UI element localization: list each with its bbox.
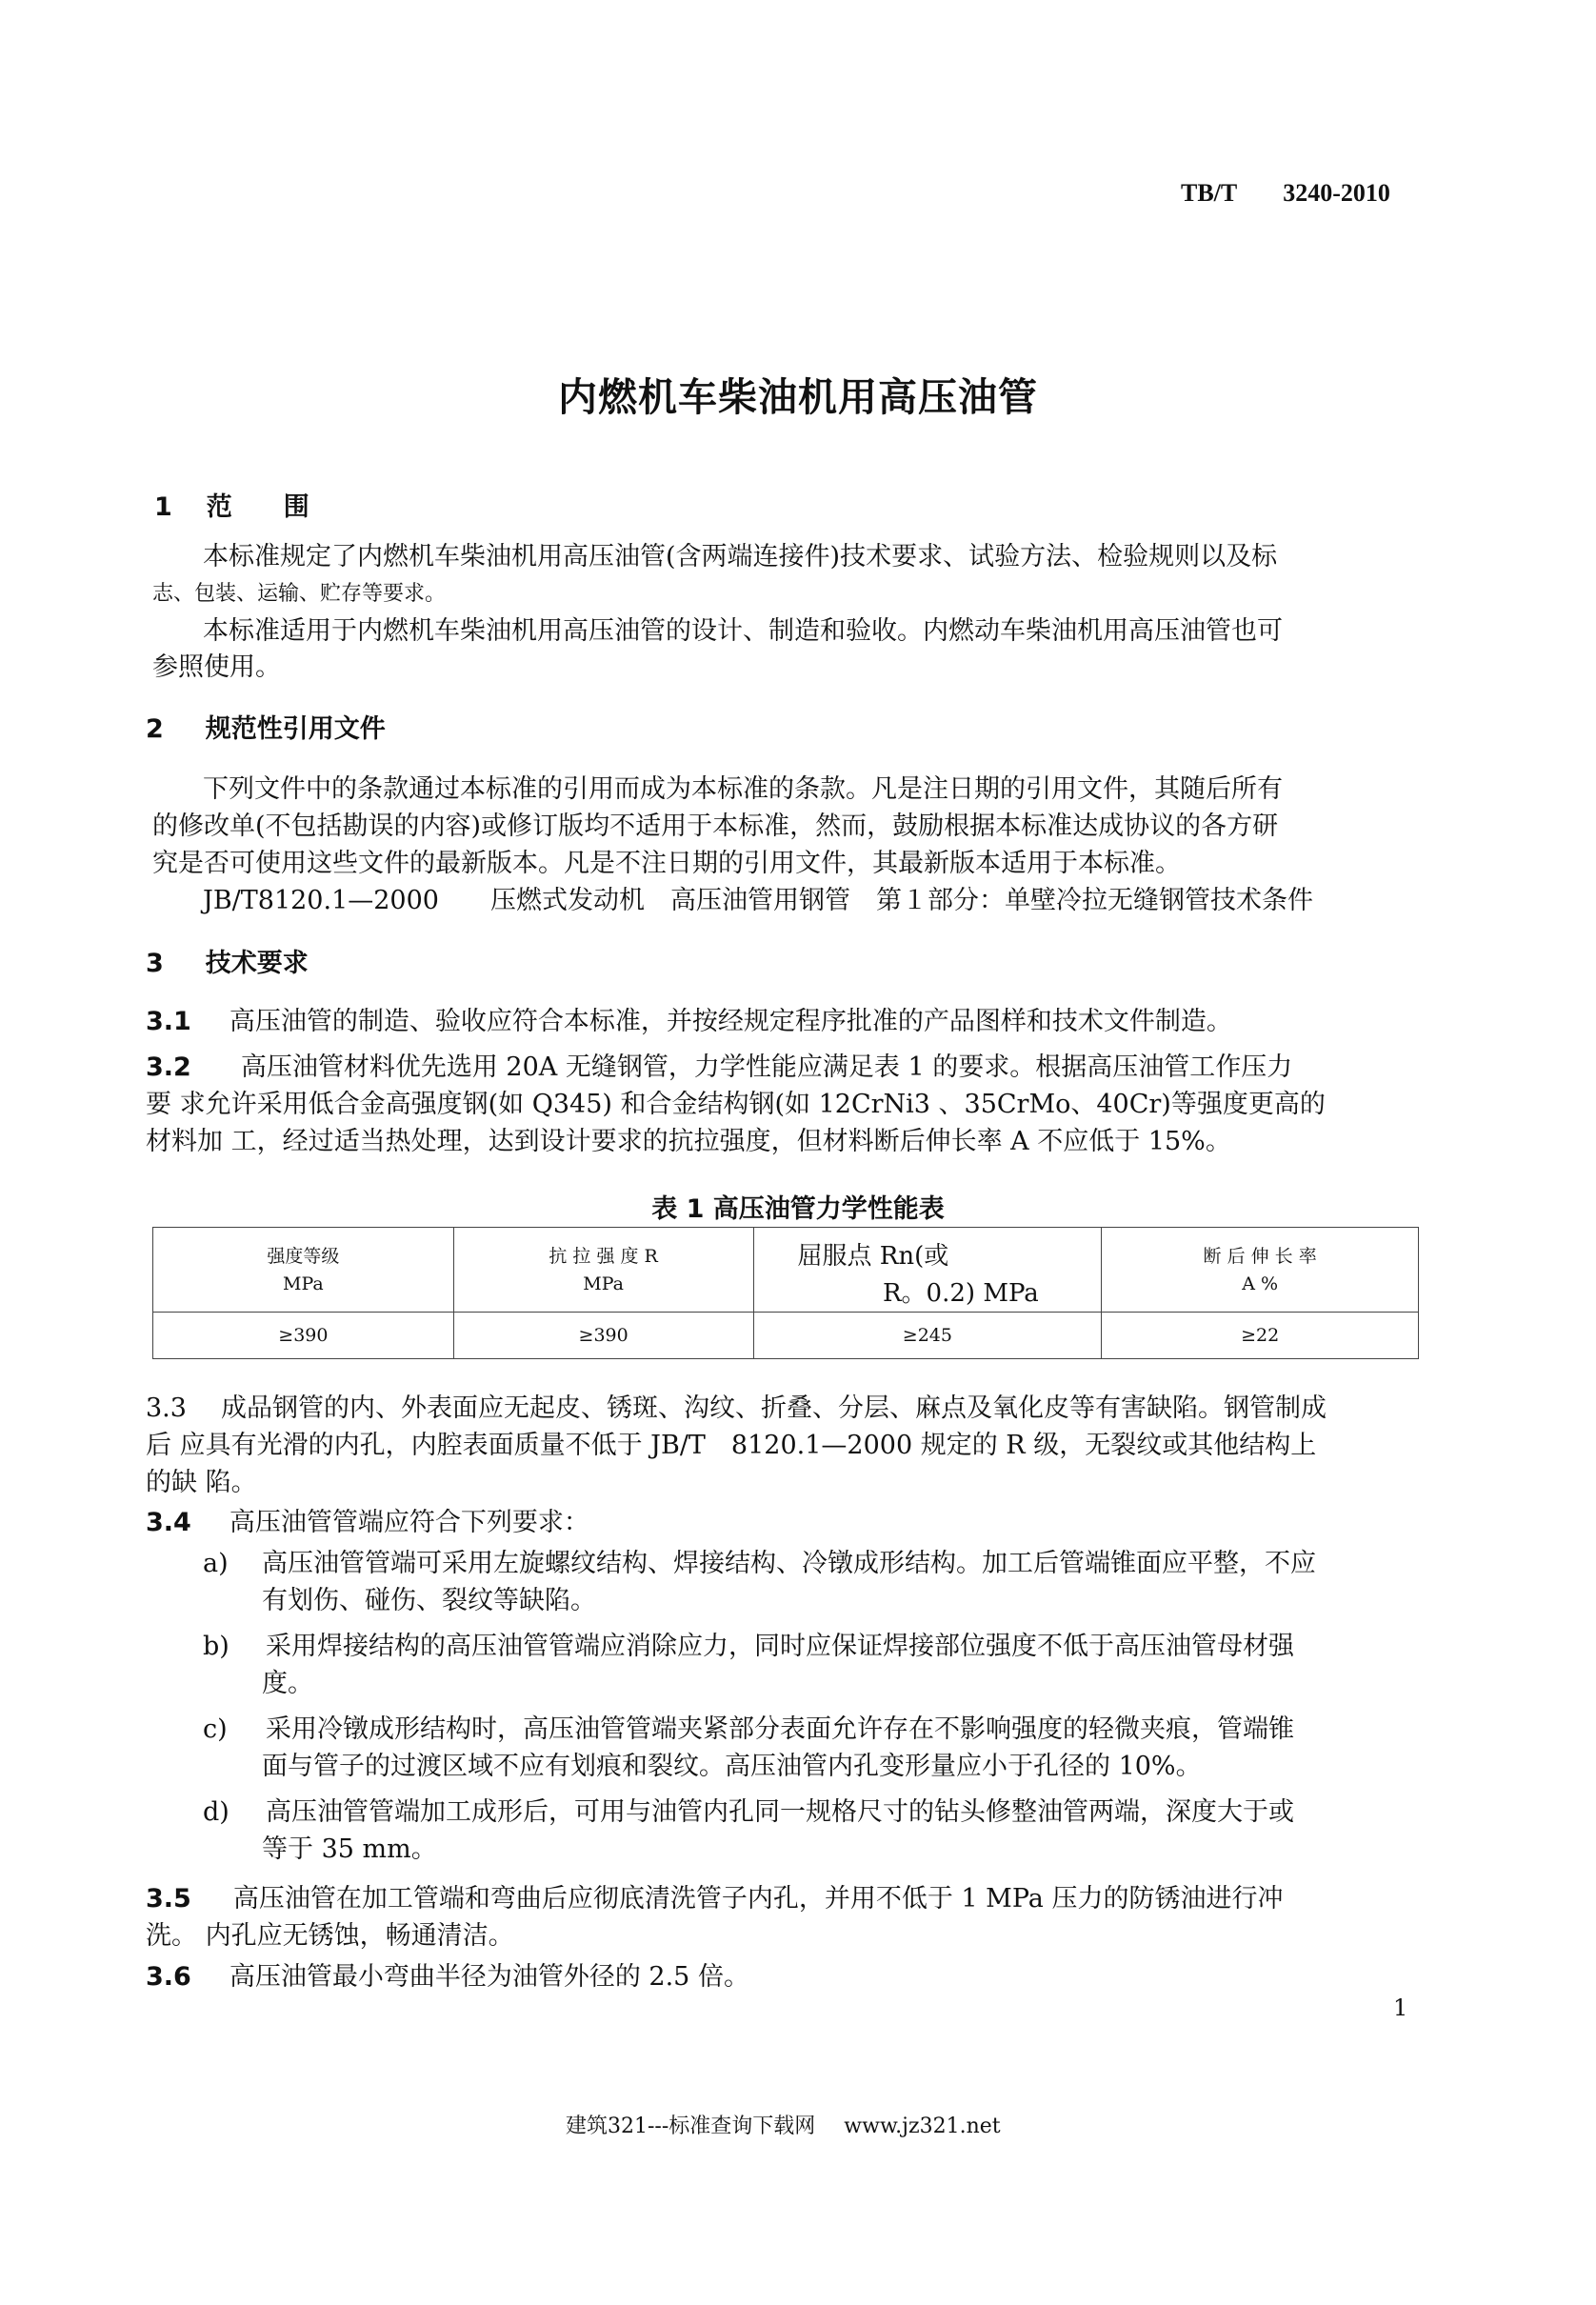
section-3-number: 3	[146, 949, 164, 978]
clause-3-2-line-2: 要 求允许采用低合金高强度钢(如 Q345) 和合金结构钢(如 12CrNi3 、35CrMo、40Cr)等强度更高的	[146, 1090, 1326, 1119]
cell-yield-point: ≥245	[753, 1313, 1102, 1359]
list-item-c-label: c)	[203, 1714, 228, 1744]
s1-paragraph-2-line-1: 本标准适用于内燃机车柴油机用高压油管的设计、制造和验收。内燃动车柴油机用高压油管也可	[203, 616, 1283, 646]
s1-paragraph-1-line-1: 本标准规定了内燃机车柴油机用高压油管(含两端连接件)技术要求、试验方法、检验规则以及标	[203, 542, 1278, 571]
list-item-a-line-2: 有划伤、碰伤、裂纹等缺陷。	[262, 1586, 596, 1615]
table-row	[153, 1313, 1419, 1359]
clause-3-2-line-3: 材料加 工，经过适当热处理，达到设计要求的抗拉强度，但材料断后伸长率 A 不应低于 15%。	[146, 1127, 1231, 1156]
clause-3-1	[146, 1005, 1232, 1038]
clause-3-5-line-1	[146, 1882, 1283, 1915]
list-item-a-label: a)	[203, 1549, 229, 1578]
clause-3-3-line-3: 的缺 陷。	[146, 1468, 257, 1497]
document-title: 内燃机车柴油机用高压油管	[558, 374, 1038, 420]
header-strength-grade	[153, 1228, 454, 1313]
list-item-c-line-1: 采用冷镦成形结构时，高压油管管端夹紧部分表面允许存在不影响强度的轻微夹痕，管端锥	[266, 1714, 1294, 1744]
header-elongation-label: 断 后 伸 长 率	[1203, 1246, 1317, 1267]
s1-paragraph-2-line-2: 参照使用。	[152, 652, 281, 682]
standard-number: 3240-2010	[1283, 179, 1390, 207]
cell-elongation: ≥22	[1102, 1313, 1419, 1359]
table-1-caption: 表 1 高压油管力学性能表	[651, 1194, 945, 1224]
list-item-b-line-2: 度。	[262, 1669, 313, 1698]
clause-3-3-line-1	[146, 1392, 1327, 1425]
s2-paragraph-line-2: 的修改单(不包括勘误的内容)或修订版均不适用于本标准，然而，鼓励根据本标准达成协议的各方研	[152, 812, 1279, 841]
header-elongation-unit: A %	[1242, 1273, 1279, 1294]
list-item-a	[203, 1547, 1316, 1580]
clause-3-2-number: 3.2	[146, 1052, 191, 1082]
table-header-row	[153, 1228, 1419, 1313]
clause-3-6	[146, 1960, 749, 1994]
clause-3-4-text: 高压油管管端应符合下列要求：	[229, 1508, 589, 1537]
clause-3-1-text: 高压油管的制造、验收应符合本标准，并按经规定程序批准的产品图样和技术文件制造。	[229, 1007, 1232, 1036]
header-yield-point-unit: R。0.2) MPa	[882, 1279, 1039, 1308]
header-yield-point-label: 屈服点 Rn(或	[797, 1242, 949, 1271]
list-item-b	[203, 1630, 1294, 1663]
clause-3-2-line-1	[146, 1051, 1292, 1084]
s1-paragraph-1-line-2: 志、包装、运输、贮存等要求。	[152, 582, 447, 606]
clause-3-5-line-2: 洗。 内孔应无锈蚀，畅通清洁。	[146, 1921, 514, 1951]
list-item-b-line-1: 采用焊接结构的高压油管管端应消除应力，同时应保证焊接部位强度不低于高压油管母材强	[266, 1632, 1294, 1661]
clause-3-6-text: 高压油管最小弯曲半径为油管外径的 2.5 倍。	[229, 1962, 749, 1992]
list-item-c-line-2: 面与管子的过渡区域不应有划痕和裂纹。高压油管内孔变形量应小于孔径的 10%。	[262, 1752, 1202, 1781]
header-elongation	[1102, 1228, 1419, 1313]
header-tensile-strength	[453, 1228, 753, 1313]
clause-3-1-number: 3.1	[146, 1007, 191, 1036]
cell-strength-grade: ≥390	[153, 1313, 454, 1359]
section-2-heading	[146, 708, 386, 745]
footer-site-name: 建筑321---标准查询下载网	[566, 2115, 816, 2138]
clause-3-3-number: 3.3	[146, 1393, 187, 1423]
section-2-number: 2	[146, 714, 164, 744]
s2-paragraph-line-3: 究是否可使用这些文件的最新版本。凡是不注日期的引用文件，其最新版本适用于本标准。	[152, 849, 1181, 878]
list-item-d-label: d)	[203, 1797, 229, 1827]
clause-3-5-number: 3.5	[146, 1884, 191, 1914]
list-item-d	[203, 1795, 1294, 1829]
normative-reference: JB/T8120.1—2000 压燃式发动机 高压油管用钢管 第１部分：单壁冷拉无缝钢管技术条件	[203, 886, 1313, 915]
list-item-b-label: b)	[203, 1632, 229, 1661]
clause-3-6-number: 3.6	[146, 1962, 191, 1992]
section-3-title: 技术要求	[205, 949, 309, 978]
header-strength-grade-label: 强度等级	[267, 1246, 340, 1267]
clause-3-4-number: 3.4	[146, 1508, 191, 1537]
list-item-c	[203, 1713, 1294, 1746]
standard-code	[1181, 179, 1390, 208]
section-3-heading	[146, 942, 309, 979]
footer	[566, 2110, 1001, 2139]
page-number: 1	[1393, 1994, 1408, 2021]
header-tensile-strength-unit: MPa	[583, 1273, 624, 1294]
clause-3-3-text: 成品钢管的内、外表面应无起皮、锈斑、沟纹、折叠、分层、麻点及氧化皮等有害缺陷。钢管制成	[220, 1393, 1327, 1423]
header-tensile-strength-label: 抗 拉 强 度 R	[549, 1246, 658, 1267]
clause-3-2-text: 高压油管材料优先选用 20A 无缝钢管，力学性能应满足表 1 的要求。根据高压油管工作压力	[240, 1052, 1293, 1082]
standard-prefix: TB/T	[1181, 179, 1238, 207]
header-strength-grade-unit: MPa	[283, 1273, 324, 1294]
footer-url: www.jz321.net	[844, 2115, 1001, 2138]
clause-3-3-line-2: 后 应具有光滑的内孔，内腔表面质量不低于 JB/T 8120.1—2000 规定的 R 级，无裂纹或其他结构上	[146, 1431, 1317, 1460]
mechanical-properties-table	[152, 1227, 1419, 1359]
clause-3-5-text: 高压油管在加工管端和弯曲后应彻底清洗管子内孔，并用不低于 1 MPa 压力的防锈油进行冲	[232, 1884, 1284, 1914]
header-yield-point	[753, 1228, 1102, 1313]
list-item-a-line-1: 高压油管管端可采用左旋螺纹结构、焊接结构、冷镦成形结构。加工后管端锥面应平整，不应	[262, 1549, 1316, 1578]
s2-paragraph-line-1: 下列文件中的条款通过本标准的引用而成为本标准的条款。凡是注日期的引用文件，其随后所有	[203, 774, 1283, 804]
list-item-d-line-2: 等于 35 mm。	[262, 1834, 437, 1864]
section-2-title: 规范性引用文件	[205, 714, 386, 744]
section-1-number: 1	[154, 492, 172, 522]
section-1-heading	[154, 486, 309, 523]
cell-tensile-strength: ≥390	[453, 1313, 753, 1359]
section-1-title: 范 围	[206, 492, 309, 522]
clause-3-4	[146, 1506, 589, 1539]
list-item-d-line-1: 高压油管管端加工成形后，可用与油管内孔同一规格尺寸的钻头修整油管两端，深度大于或	[266, 1797, 1294, 1827]
